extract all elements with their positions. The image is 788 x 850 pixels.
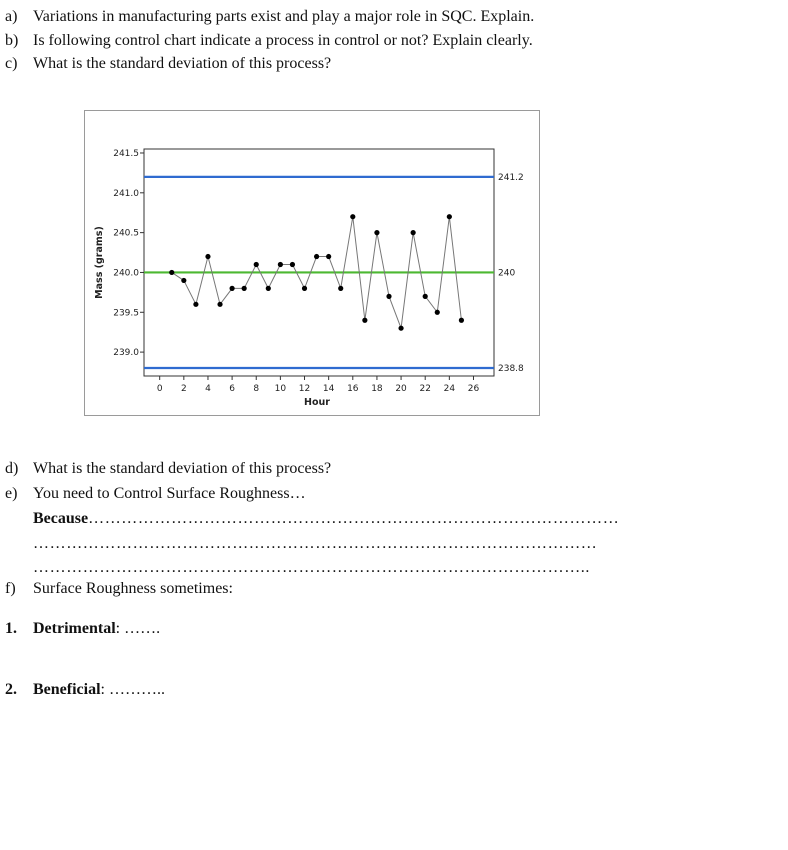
answer-blank: : …….: [115, 620, 161, 637]
question-c: [5, 54, 331, 74]
data-point: [386, 294, 391, 299]
question-d: [5, 459, 331, 479]
question-f: [5, 579, 233, 599]
control-line-label-ucl: 241.2: [498, 172, 524, 183]
x-tick-label: 2: [180, 384, 187, 394]
data-point: [302, 286, 307, 291]
data-point: [374, 230, 379, 235]
x-tick-label: 4: [205, 384, 211, 394]
control-line-label-lcl: 238.8: [498, 364, 524, 375]
x-tick-label: 12: [298, 384, 311, 394]
data-point: [459, 318, 464, 323]
answer-blank: ………………………………………………………………………………………..: [33, 559, 590, 576]
data-point: [326, 254, 331, 259]
question-text: You need to Control Surface Roughness…: [33, 485, 306, 502]
item-number: 2.: [5, 681, 17, 698]
question-label: a): [5, 8, 18, 25]
question-label: c): [5, 55, 18, 72]
y-tick-label: 239.5: [113, 308, 139, 319]
y-tick-label: 240.0: [113, 268, 139, 279]
data-point: [278, 262, 283, 267]
because-line: [33, 509, 619, 529]
question-text: Variations in manufacturing parts exist and play a major role in SQC. Explain.: [33, 8, 535, 25]
item-label: Detrimental: [33, 620, 116, 637]
x-axis-label: Hour: [304, 397, 330, 408]
x-tick-label: 16: [347, 384, 359, 394]
question-label: d): [5, 460, 19, 477]
control-chart: [84, 110, 540, 416]
data-point: [314, 254, 319, 259]
control-line-label-cl: 240: [498, 268, 516, 279]
data-point: [266, 286, 271, 291]
control-chart-svg: [85, 111, 539, 415]
answer-blank: …………………………………………………………………………………………: [33, 535, 598, 552]
x-tick-label: 26: [467, 384, 480, 394]
x-tick-label: 6: [229, 384, 235, 394]
question-e: [5, 484, 306, 504]
data-point: [254, 262, 259, 267]
data-point: [181, 278, 186, 283]
x-tick-label: 0: [156, 384, 163, 394]
item-detrimental: [5, 619, 160, 639]
data-point: [435, 310, 440, 315]
item-number: 1.: [5, 620, 17, 637]
data-point: [362, 318, 367, 323]
data-point: [338, 286, 343, 291]
question-text: What is the standard deviation of this process?: [33, 460, 332, 477]
y-tick-label: 239.0: [113, 348, 139, 359]
y-tick-label: 241.0: [113, 188, 139, 199]
item-label: Beneficial: [33, 681, 101, 698]
data-point: [350, 214, 355, 219]
question-b: [5, 31, 533, 51]
y-axis-label: Mass (grams): [94, 226, 105, 299]
y-tick-label: 241.5: [113, 148, 139, 159]
x-tick-label: 18: [371, 384, 383, 394]
x-tick-label: 10: [274, 384, 287, 394]
because-label: Because: [33, 510, 89, 527]
item-beneficial: [5, 680, 165, 700]
question-label: e): [5, 485, 18, 502]
data-point: [447, 214, 452, 219]
question-label: f): [5, 580, 16, 597]
x-tick-label: 24: [443, 384, 456, 394]
question-text: Surface Roughness sometimes:: [33, 580, 233, 597]
answer-blank: : ………..: [100, 681, 165, 698]
plot-area: [144, 149, 494, 376]
data-point: [423, 294, 428, 299]
data-point: [217, 302, 222, 307]
y-tick-label: 240.5: [113, 228, 139, 239]
data-point: [290, 262, 295, 267]
x-tick-label: 20: [395, 384, 407, 394]
data-point: [242, 286, 247, 291]
data-point: [169, 270, 174, 275]
x-tick-label: 14: [322, 384, 335, 394]
data-point: [205, 254, 210, 259]
data-point: [230, 286, 235, 291]
x-tick-label: 8: [253, 384, 260, 394]
answer-blank: ……………………………………………………………………………………: [88, 510, 620, 527]
question-text: Is following control chart indicate a process in control or not? Explain clearly.: [33, 32, 533, 49]
question-label: b): [5, 32, 19, 49]
x-tick-label: 22: [419, 384, 431, 394]
question-a: [5, 7, 534, 27]
data-point: [411, 230, 416, 235]
data-point: [398, 326, 403, 331]
question-text: What is the standard deviation of this process?: [33, 55, 332, 72]
data-point: [193, 302, 198, 307]
